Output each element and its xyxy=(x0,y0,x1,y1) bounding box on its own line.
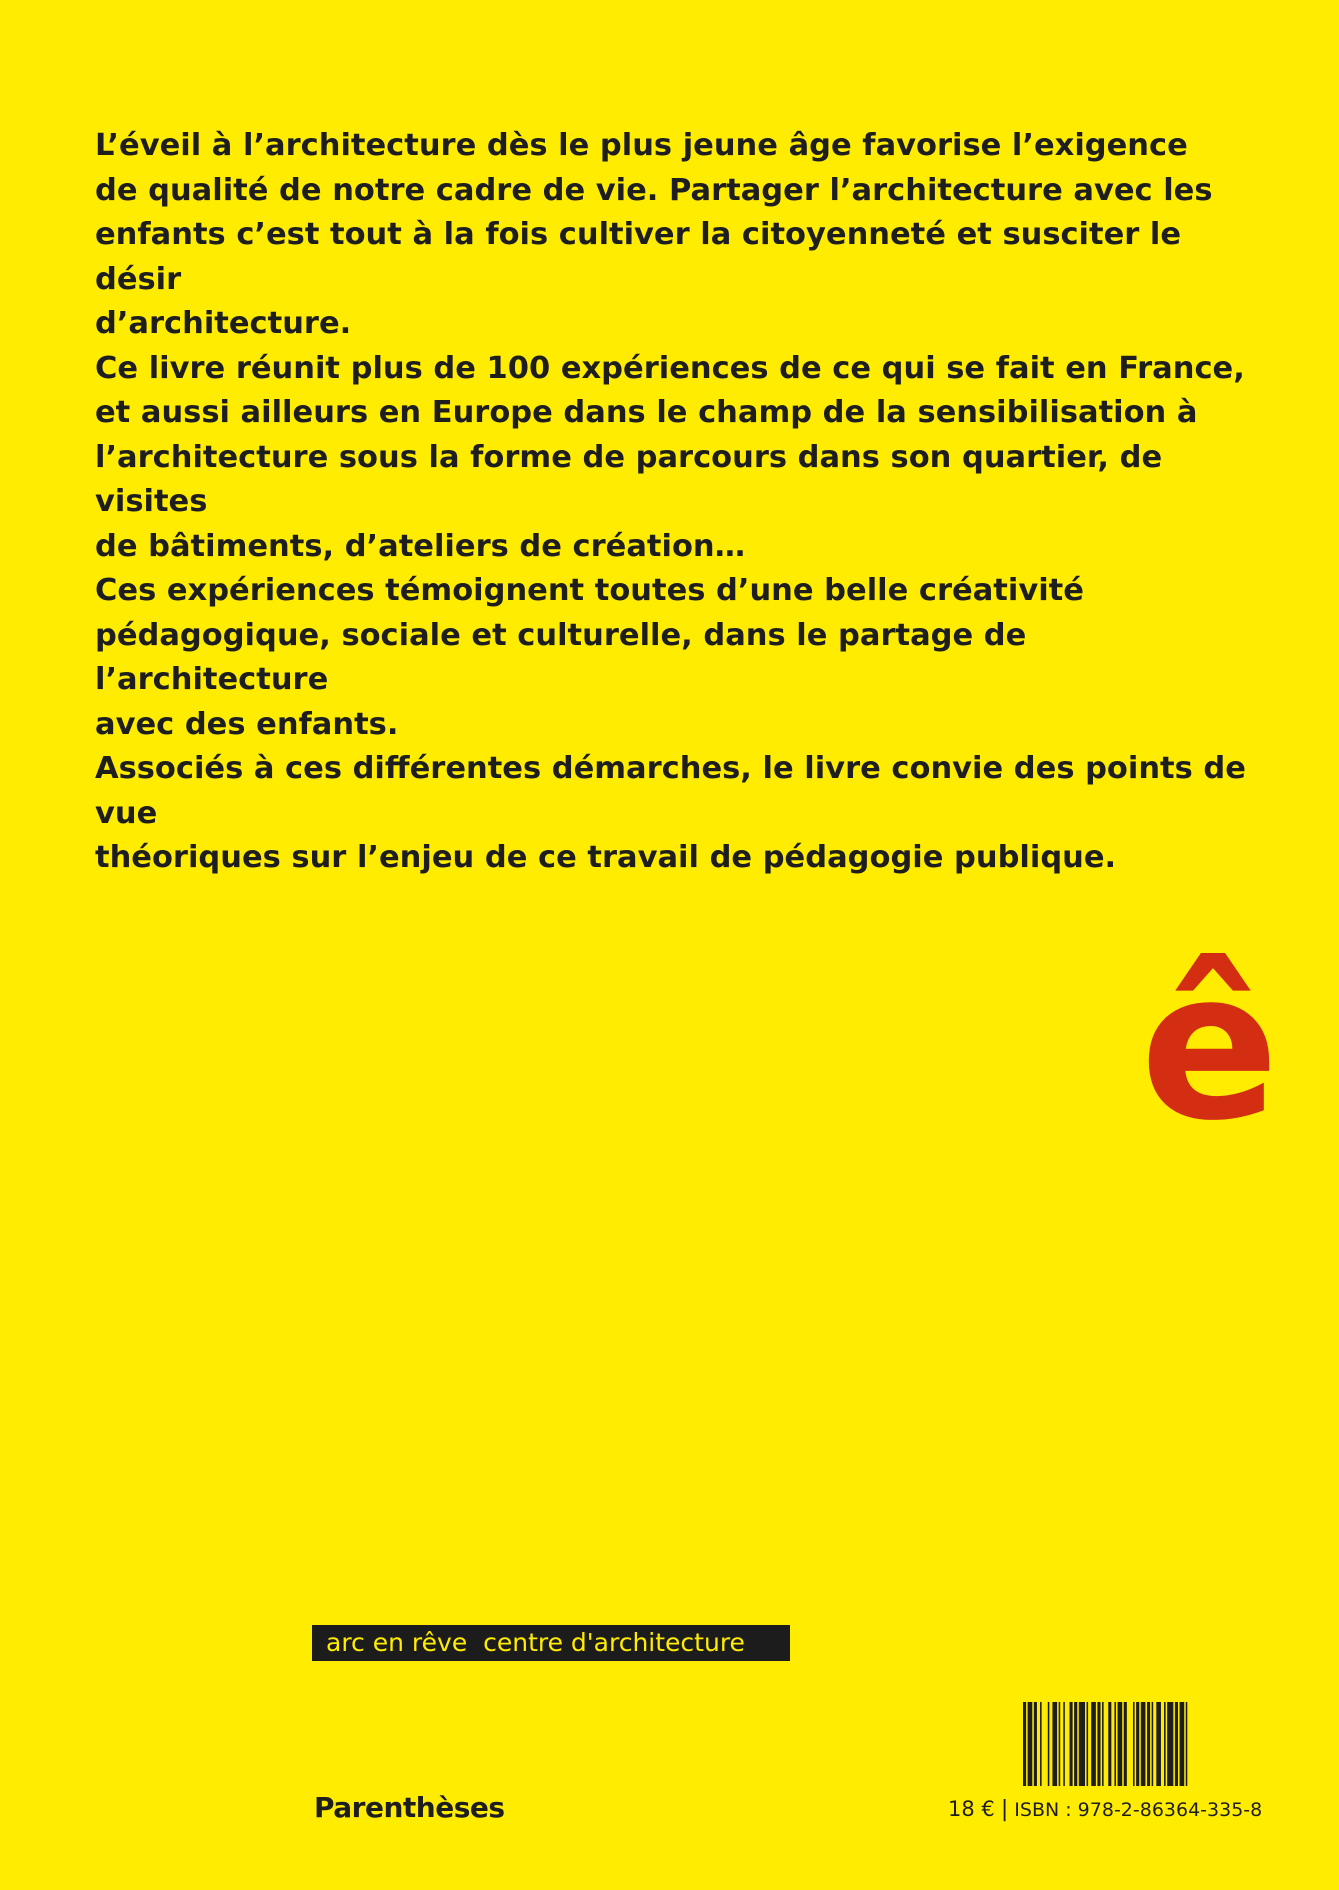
e-circumflex-logo-icon: ê xyxy=(1140,928,1280,1166)
price-isbn-line xyxy=(948,1795,1262,1824)
blurb-paragraph-2: Ce livre réunit plus de 100 expériences de ce qui se fait en France, et aussi ailleurs en Europe dans le champ de la sensibilisation à l’architecture sous la forme de parcours dans son quartier, de visites de bâtiments, d’ateliers de création… xyxy=(95,350,1245,564)
barcode-icon xyxy=(1023,1702,1243,1786)
blurb-text xyxy=(95,124,1255,881)
price-separator: | xyxy=(1000,1797,1009,1822)
publisher-name: Parenthèses xyxy=(314,1791,505,1824)
isbn-label: ISBN : 978-2-86364-335-8 xyxy=(1014,1799,1263,1821)
price-label: 18 € xyxy=(948,1797,995,1821)
blurb-paragraph-4: Associés à ces différentes démarches, le livre convie des points de vue théoriques sur l’enjeu de ce travail de pédagogie publique. xyxy=(95,751,1246,875)
partner-label: arc en rêve centre d'architecture xyxy=(312,1625,790,1661)
blurb-paragraph-3: Ces expériences témoignent toutes d’une belle créativité pédagogique, sociale et culturelle, dans le partage de l’architecture avec des enfants. xyxy=(95,573,1084,742)
blurb-paragraph-1: L’éveil à l’architecture dès le plus jeune âge favorise l’exigence de qualité de notre cadre de vie. Partager l’architecture avec les enfants c’est tout à la fois cultiver la citoyenneté et susciter le désir d’architecture. xyxy=(95,128,1213,341)
